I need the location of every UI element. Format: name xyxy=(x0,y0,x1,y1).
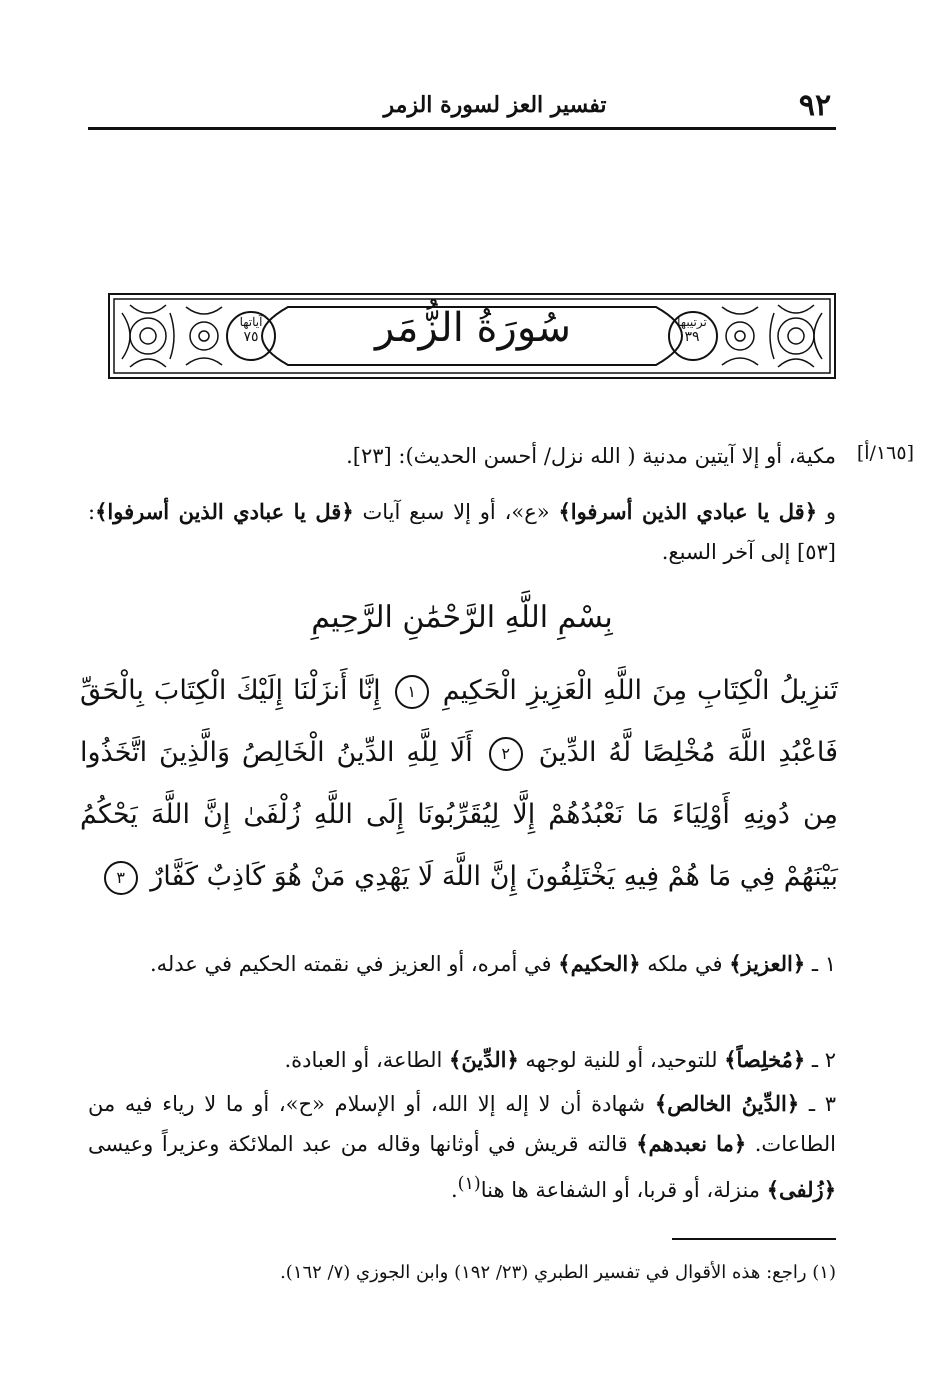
quoted-word: ﴿الحكيم﴾ xyxy=(558,951,641,976)
commentary-text: . xyxy=(450,1178,458,1202)
intro-text: مكية، أو إلا آيتين مدنية ( الله نزل/ أحسن الحديث): [٢٣]. xyxy=(346,444,836,468)
verse-1: تَنزِيلُ الْكِتَابِ مِنَ اللَّهِ الْعَزِيزِ الْحَكِيمِ xyxy=(442,675,838,706)
quoted-word: ﴿الدِّينَ﴾ xyxy=(449,1047,519,1072)
surah-verses-roundel xyxy=(223,315,279,345)
commentary-item-2 xyxy=(88,1040,836,1080)
intro-paragraph xyxy=(88,492,836,572)
intro-p2-c: «ع»، أو إلا سبع آيات xyxy=(353,500,559,524)
header-rule xyxy=(88,127,836,130)
commentary-text: شهادة أن لا إله إلا الله، أو الإسلام «ح»، أو ما لا رياء فيه من الطاعات. xyxy=(88,1092,836,1156)
item-number: ١ ـ xyxy=(805,952,836,976)
surah-order-roundel xyxy=(664,315,720,345)
verse-2: إِنَّا أَنزَلْنَا إِلَيْكَ الْكِتَابَ بِالْحَقِّ فَاعْبُدِ اللَّهَ مُخْلِصًا لَّهُ الدِّينَ xyxy=(80,675,838,768)
commentary-text: منزلة، أو قربا، أو الشفاعة ها هنا xyxy=(480,1178,767,1202)
surah-name: سُورَةُ الزُّمَر xyxy=(374,305,572,351)
quoted-word: ﴿مُخلِصاً﴾ xyxy=(724,1047,806,1072)
item-number: ٣ ـ xyxy=(799,1092,836,1116)
manuscript-folio-marker: [١٦٥/أ] xyxy=(856,442,914,464)
commentary-text: للتوحيد، أو للنية لوجهه xyxy=(518,1048,725,1072)
commentary-text: قالته قريش في أوثانها وقاله من عبد الملائكة وعزيراً وعيسى xyxy=(88,1132,637,1156)
footnote-rule xyxy=(672,1238,836,1240)
basmala: بِسْمِ اللَّهِ الرَّحْمَٰنِ الرَّحِيمِ xyxy=(311,600,613,635)
commentary-text: في أمره، أو العزيز في نقمته الحكيم في عدله. xyxy=(149,952,559,976)
quoted-word: ﴿العزيز﴾ xyxy=(729,951,806,976)
quoted-verse: ﴿قل يا عبادي الذين أسرفوا﴾ xyxy=(558,499,818,524)
running-header-title: تفسير العز لسورة الزمر xyxy=(383,92,607,118)
commentary-item-3 xyxy=(88,1084,836,1210)
intro-p2-e: : [٥٣] إلى آخر السبع. xyxy=(88,500,836,564)
quran-verses xyxy=(80,660,838,908)
surah-order-number: ٣٩ xyxy=(684,329,700,345)
verse-3: أَلَا لِلَّهِ الدِّينُ الْخَالِصُ وَالَّذِينَ اتَّخَذُوا مِن دُونِهِ أَوْلِيَاءَ مَا نَعْبُدُهُمْ إِلَّا لِيُقَرِّبُونَا إِلَى اللَّهِ زُلْفَىٰ إِنَّ اللَّهَ يَحْكُمُ بَيْنَهُمْ فِي مَا هُمْ فِيهِ يَخْتَلِفُونَ إِنَّ اللَّهَ لَا يَهْدِي مَنْ هُوَ كَاذِبٌ كَفَّارٌ xyxy=(80,737,838,892)
surah-banner xyxy=(108,293,836,379)
ayah-number-marker: ١ xyxy=(395,675,429,709)
commentary-text: الطاعة، أو العبادة. xyxy=(284,1048,450,1072)
intro-line xyxy=(88,436,836,476)
intro-p2-a: و xyxy=(817,500,836,524)
ayah-number-marker: ٣ xyxy=(104,861,138,895)
quoted-word: ﴿زُلفى﴾ xyxy=(766,1177,836,1202)
quoted-word: ﴿الدِّينُ الخالص﴾ xyxy=(654,1091,800,1116)
footnote-reference: (١) xyxy=(457,1174,481,1194)
footnote: (١) راجع: هذه الأقوال في تفسير الطبري (٢٣/ ١٩٢) وابن الجوزي (٧/ ١٦٢). xyxy=(280,1262,836,1283)
commentary-text: في ملكه xyxy=(640,952,730,976)
item-number: ٢ ـ xyxy=(805,1048,836,1072)
quoted-verse: ﴿قل يا عبادي الذين أسرفوا﴾ xyxy=(95,499,354,524)
ayah-number-marker: ٢ xyxy=(489,737,523,771)
page-number: ٩٢ xyxy=(798,88,832,123)
surah-order-label: ترتيبها xyxy=(677,315,707,329)
quoted-word: ﴿ما نعبدهم﴾ xyxy=(636,1131,747,1156)
commentary-item-1 xyxy=(88,944,836,984)
surah-verses-number: ٧٥ xyxy=(243,329,259,345)
surah-verses-label: آياتها xyxy=(239,315,263,329)
